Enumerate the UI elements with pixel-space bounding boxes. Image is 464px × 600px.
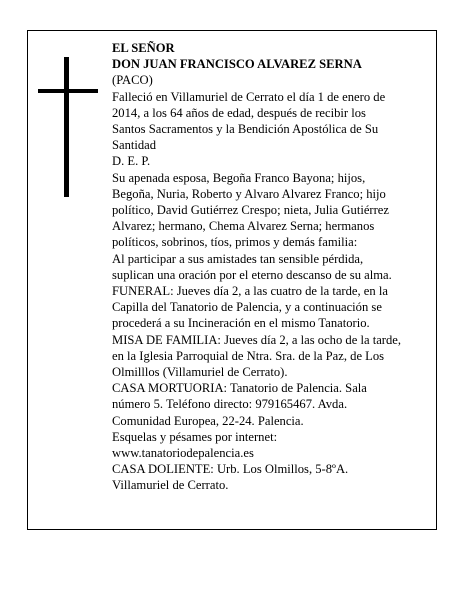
notice-heading: EL SEÑOR [112,41,175,55]
funeral-info: FUNERAL: Jueves día 2, a las cuatro de la tarde, en la Capilla del Tanatorio de Palencia, y a continuación se procederá a su Incineración en el mismo Tanatorio. [112,284,388,331]
mortuary-info: CASA MORTUORIA: Tanatorio de Palencia. Sala número 5. Teléfono directo: 979165467. Avda. Comunidad Europea, 22-24. Palencia. [112,381,367,428]
deceased-nickname: (PACO) [112,73,153,88]
cross-icon [38,57,98,197]
family-paragraph: Su apenada esposa, Begoña Franco Bayona; hijos, Begoña, Nuria, Roberto y Alvaro Alvarez Franco; hijo político, David Gutiérrez Crespo; nieta, Julia Gutiérrez Alvarez; hermano, Chema Alvarez Serna; hermanos políticos, sobrinos, tíos, primos y demás familia: [112,170,389,250]
cross-vertical-bar [64,57,69,197]
dep-text: D. E. P. [112,154,151,169]
death-statement: Falleció en Villamuriel de Cerrato el día 1 de enero de 2014, a los 64 años de edad, después de recibir los Santos Sacramentos y la Bendición Apostólica de Su Santidad [112,89,386,153]
deceased-name: DON JUAN FRANCISCO ALVAREZ SERNA [112,57,362,72]
family-mass-info: MISA DE FAMILIA: Jueves día 2, a las ocho de la tarde, en la Iglesia Parroquial de Ntra. Sra. de la Paz, de Los Olmilllos (Villamuriel de Cerrato). [112,332,402,380]
prayer-request: Al participar a sus amistades tan sensible pérdida, suplican una oración por el eterno descanso de su alma. [112,251,392,282]
condolences-info: Esquelas y pésames por internet: www.tanatoriodepalencia.es [112,429,278,461]
cross-horizontal-bar [38,89,98,93]
notice-body [112,40,402,494]
family-home-info: CASA DOLIENTE: Urb. Los Olmillos, 5-8ºA. Villamuriel de Cerrato. [112,462,349,493]
